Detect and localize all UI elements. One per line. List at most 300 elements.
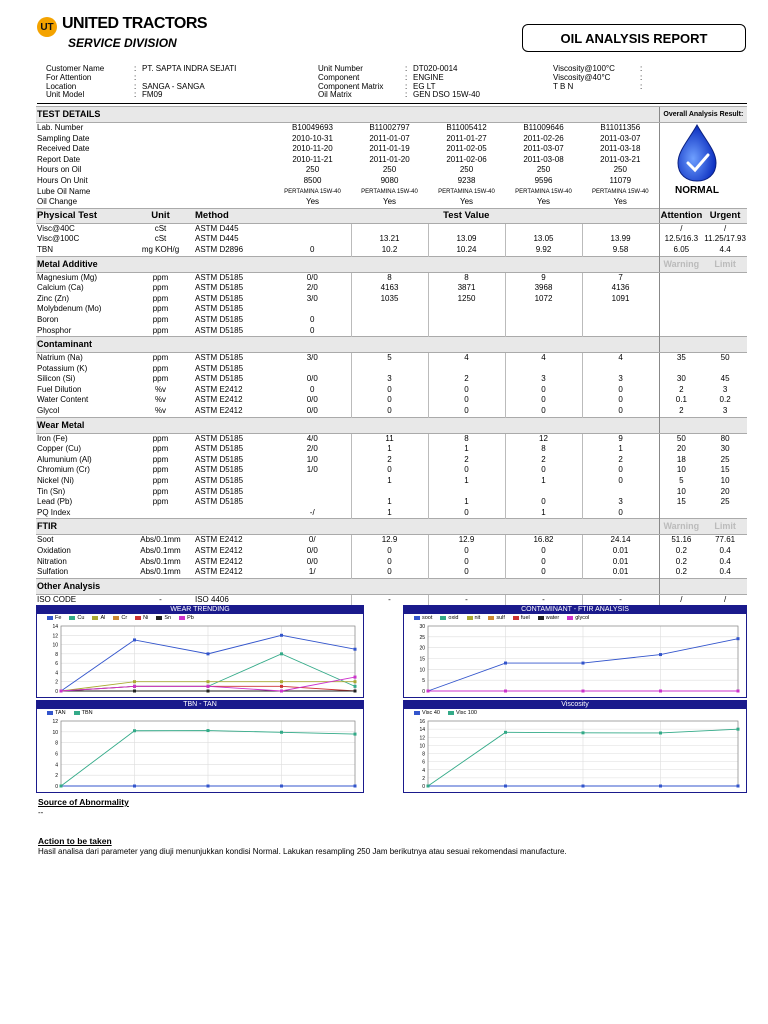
row-value: 0 — [505, 567, 582, 578]
row-value: 0 — [505, 546, 582, 557]
division-name: SERVICE DIVISION — [68, 36, 177, 50]
row-label: Sulfation — [37, 567, 69, 577]
section-header — [36, 578, 747, 594]
legend-label: Fe — [55, 615, 62, 621]
row-value: 0 — [428, 508, 505, 519]
row-value: - — [582, 594, 659, 605]
viscosity-labels — [553, 65, 615, 91]
row-value: 2 — [582, 455, 659, 466]
data-point — [737, 728, 740, 731]
row-value: 1072 — [505, 294, 582, 305]
customer-separators — [134, 65, 136, 100]
data-row — [36, 272, 747, 283]
data-point — [354, 685, 357, 688]
data-row — [36, 294, 747, 305]
row-value: 16.82 — [505, 535, 582, 546]
blank-cell — [703, 417, 747, 433]
row-unit: ppm — [152, 433, 169, 443]
row-attention: / — [659, 594, 703, 605]
test-detail-row — [36, 123, 747, 134]
row-label: Magnesium (Mg) — [37, 272, 98, 282]
row-value: 1 — [428, 444, 505, 455]
row-value: 13.05 — [505, 234, 582, 245]
row-value: 1 — [351, 444, 428, 455]
row-value: Yes — [536, 197, 551, 207]
row-value: 1 — [428, 476, 505, 487]
row-value: PERTAMINA 15W-40 — [438, 188, 495, 195]
row-urgent — [703, 315, 747, 326]
column-warning: Warning — [659, 519, 703, 535]
row-value: 0 — [582, 465, 659, 476]
data-point — [737, 785, 740, 788]
row-value: 0 — [428, 546, 505, 557]
data-row — [36, 487, 747, 498]
field-separator: : — [405, 64, 408, 73]
row-value — [428, 326, 505, 337]
test-details-header — [36, 107, 747, 123]
row-urgent — [703, 272, 747, 283]
data-row — [36, 433, 747, 444]
row-value: 0 — [351, 465, 428, 476]
row-unit: ppm — [152, 374, 169, 384]
row-label: Silicon (Si) — [37, 374, 76, 384]
legend-label: oxid — [448, 615, 459, 621]
chart-title: Viscosity — [404, 701, 746, 709]
legend-label: Cu — [77, 615, 85, 621]
row-value — [505, 315, 582, 326]
row-label: Lube Oil Name — [37, 186, 91, 196]
row-value: 2 — [351, 455, 428, 466]
row-label: Boron — [37, 314, 59, 324]
row-label: Phosphor — [37, 325, 72, 335]
row-label: Calcium (Ca) — [37, 283, 84, 293]
row-value: B10049693 — [292, 123, 333, 132]
row-label: Potassium (K) — [37, 363, 88, 373]
row-value: PERTAMINA 15W-40 — [284, 188, 341, 195]
row-value: 2011-02-05 — [446, 144, 487, 154]
row-label: Glycol — [37, 406, 60, 416]
row-value: 0 — [310, 244, 315, 254]
y-tick-label: 14 — [52, 624, 58, 630]
customer-values — [142, 65, 236, 100]
row-method: ASTM D5185 — [195, 486, 244, 496]
row-value: 0 — [505, 406, 582, 417]
row-value: 0/0 — [306, 395, 318, 405]
data-row — [36, 326, 747, 337]
row-value: 2 — [428, 374, 505, 385]
row-value: 9596 — [534, 175, 553, 185]
row-value: 3 — [582, 497, 659, 508]
data-point — [280, 652, 283, 655]
row-value: 0 — [505, 395, 582, 406]
data-point — [427, 785, 430, 788]
data-point — [60, 785, 63, 788]
row-label: Water Content — [37, 395, 89, 405]
row-value — [428, 304, 505, 315]
row-value: 2/0 — [306, 444, 318, 454]
y-tick-label: 30 — [419, 624, 425, 630]
row-method: ASTM D5185 — [195, 433, 244, 443]
row-value: 2011-01-27 — [446, 133, 487, 143]
row-unit: Abs/0.1mm — [140, 535, 181, 545]
unit-field-value: ENGINE — [413, 72, 444, 82]
row-label: Lab. Number — [37, 123, 84, 132]
row-value: 250 — [536, 165, 551, 175]
row-value: 3/0 — [306, 353, 318, 363]
data-point — [354, 733, 357, 736]
row-value: 0 — [582, 395, 659, 406]
blank-cell — [659, 578, 703, 594]
y-tick-label: 16 — [419, 719, 425, 725]
data-point — [659, 731, 662, 734]
tbn-tan-chart — [36, 700, 364, 793]
row-value: 250 — [382, 165, 397, 175]
data-row — [36, 508, 747, 519]
wear-trending-chart — [36, 605, 364, 698]
row-value: 3871 — [428, 283, 505, 294]
action-title: Action to be taken — [38, 836, 112, 846]
y-tick-label: 0 — [422, 784, 425, 790]
blank-cell — [703, 578, 747, 594]
row-label: Lead (Pb) — [37, 497, 73, 507]
data-point — [354, 676, 357, 679]
row-value: 4/0 — [306, 433, 318, 443]
row-method: ASTM E2412 — [195, 406, 243, 416]
row-value: 1250 — [428, 294, 505, 305]
row-value: 0 — [428, 406, 505, 417]
row-label: Tin (Sn) — [37, 486, 66, 496]
row-attention: 20 — [659, 444, 703, 455]
legend-label: TBN — [81, 710, 93, 716]
row-value — [582, 487, 659, 498]
row-value: - — [428, 594, 505, 605]
row-value: 2010-11-21 — [292, 154, 333, 164]
row-label: Sampling Date — [37, 133, 90, 143]
row-value — [274, 476, 351, 487]
row-value: 3/0 — [306, 293, 318, 303]
data-row — [36, 567, 747, 578]
row-value: 0 — [582, 406, 659, 417]
row-unit: mg KOH/g — [141, 244, 180, 254]
row-urgent: 20 — [720, 486, 730, 496]
data-point — [280, 690, 283, 693]
row-value: 1/ — [308, 567, 316, 577]
row-value: 1 — [505, 508, 582, 519]
row-value: 8500 — [303, 175, 322, 185]
row-value — [582, 364, 659, 375]
row-value: 0 — [310, 314, 315, 324]
data-point — [504, 785, 507, 788]
y-tick-label: 12 — [52, 633, 58, 640]
row-value: 12 — [505, 433, 582, 444]
row-urgent: 0.4 — [719, 546, 731, 555]
legend-label: nit — [474, 615, 481, 621]
row-value — [351, 223, 428, 234]
row-value: 2011-01-19 — [369, 144, 410, 154]
row-value: 2/0 — [306, 283, 318, 293]
row-label: Oil Change — [37, 197, 78, 207]
section-title: FTIR — [36, 519, 659, 535]
data-point — [659, 785, 662, 788]
column-unit: Unit — [127, 208, 194, 223]
row-method: ASTM D5185 — [195, 272, 244, 282]
section-title: Metal Additive — [36, 256, 659, 272]
field-separator: : — [405, 81, 408, 91]
viscosity-field-label: Viscosity@100°C — [553, 64, 615, 73]
row-label: Iron (Fe) — [37, 433, 68, 443]
row-value — [274, 234, 351, 245]
chart-title: CONTAMINANT - FTIR ANALYSIS — [404, 606, 746, 614]
row-urgent: 11.25/17.93 — [704, 234, 746, 244]
row-value: 8 — [505, 444, 582, 455]
row-value — [351, 487, 428, 498]
row-value: 10.2 — [351, 245, 428, 256]
row-value: 2011-02-06 — [446, 154, 487, 164]
data-point — [737, 690, 740, 693]
row-method: ASTM D5185 — [195, 465, 244, 475]
unit-field-label: Oil Matrix — [318, 90, 352, 100]
field-separator: : — [405, 90, 408, 100]
data-point — [133, 638, 136, 641]
data-point — [354, 785, 357, 788]
row-label: Natrium (Na) — [37, 353, 83, 363]
row-value: 0.01 — [582, 546, 659, 557]
section-header — [36, 256, 747, 272]
data-row — [36, 245, 747, 256]
row-value — [582, 326, 659, 337]
row-value: 8 — [428, 433, 505, 444]
row-value: 0 — [582, 476, 659, 487]
row-value: 0 — [582, 508, 659, 519]
data-point — [582, 690, 585, 693]
data-row — [36, 406, 747, 417]
data-point — [354, 648, 357, 651]
row-value — [428, 223, 505, 234]
viscosity-field-label: T B N — [553, 81, 574, 91]
row-urgent — [703, 294, 747, 305]
row-value: 250 — [459, 165, 474, 175]
oil-drop-icon — [648, 119, 746, 183]
row-value: 2011-02-26 — [523, 133, 564, 143]
row-method: ASTM D5185 — [195, 304, 244, 314]
row-value: Yes — [382, 197, 397, 207]
row-label: Received Date — [37, 144, 90, 154]
row-value: 0 — [505, 497, 582, 508]
chart-plot — [404, 606, 746, 697]
row-value: Yes — [305, 197, 320, 207]
customer-field-value: SANGA - SANGA — [142, 81, 205, 91]
row-value: 2011-01-20 — [369, 154, 410, 164]
data-row — [36, 304, 747, 315]
test-detail-row — [36, 144, 747, 155]
row-value: 0/ — [308, 535, 316, 545]
customer-field-value: FM09 — [142, 90, 163, 100]
row-unit: cSt — [154, 234, 167, 244]
row-value: 2010-10-31 — [292, 133, 333, 143]
row-attention: 0.2 — [659, 567, 703, 578]
data-point — [207, 785, 210, 788]
row-value: 0 — [351, 567, 428, 578]
data-row — [36, 557, 747, 568]
legend-label: soot — [422, 615, 433, 621]
legend-label: water — [545, 615, 560, 621]
row-value — [505, 487, 582, 498]
row-urgent: 80 — [720, 433, 730, 443]
row-method: ASTM E2412 — [195, 535, 243, 545]
report-title: OIL ANALYSIS REPORT — [522, 24, 746, 52]
row-unit: ppm — [152, 314, 169, 324]
row-value: 1 — [428, 497, 505, 508]
y-tick-label: 10 — [419, 743, 425, 750]
row-unit: ppm — [152, 293, 169, 303]
row-value: 9 — [582, 433, 659, 444]
row-value: 2 — [505, 455, 582, 466]
data-point — [427, 690, 430, 693]
row-value: 0 — [310, 325, 315, 335]
column-test-value: Test Value — [274, 208, 659, 223]
data-point — [280, 731, 283, 734]
data-point — [504, 731, 507, 734]
row-attention: 12.5/16.3 — [659, 234, 703, 245]
row-value: - — [351, 594, 428, 605]
customer-field-label: For Attention — [46, 72, 92, 82]
row-label: Fuel Dilution — [37, 384, 82, 394]
row-value: 5 — [351, 353, 428, 364]
section-title: Contaminant — [36, 337, 659, 353]
row-attention — [659, 304, 703, 315]
row-value: B11009646 — [523, 123, 564, 132]
y-tick-label: 2 — [55, 773, 58, 780]
row-method: ASTM E2412 — [195, 384, 243, 394]
row-method: ASTM D5185 — [195, 476, 244, 486]
row-value: 0.01 — [582, 557, 659, 568]
row-attention: 15 — [659, 497, 703, 508]
data-point — [133, 729, 136, 732]
y-tick-label: 10 — [52, 642, 58, 649]
unit-values — [413, 65, 480, 100]
contaminant-ftir-chart — [403, 605, 747, 698]
y-tick-label: 15 — [419, 656, 425, 663]
row-urgent: 77.61 — [715, 535, 736, 545]
row-attention: 50 — [659, 433, 703, 444]
row-value: 3 — [351, 374, 428, 385]
row-value: 24.14 — [582, 535, 659, 546]
data-point — [207, 652, 210, 655]
row-value: 0/0 — [306, 546, 318, 555]
unit-field-value: GEN DSO 15W-40 — [413, 90, 480, 100]
data-point — [280, 634, 283, 637]
unit-labels — [318, 65, 383, 100]
row-label: Oxidation — [37, 546, 71, 555]
y-tick-label: 0 — [55, 689, 58, 695]
y-tick-label: 6 — [422, 759, 425, 766]
field-separator: : — [134, 81, 137, 91]
y-tick-label: 4 — [55, 670, 58, 677]
row-unit: Abs/0.1mm — [140, 546, 181, 555]
data-point — [207, 729, 210, 732]
chart-plot — [37, 606, 363, 697]
y-tick-label: 6 — [55, 751, 58, 758]
row-label: PQ Index — [37, 507, 71, 517]
row-value: 0/0 — [306, 374, 318, 384]
source-of-abnormality-text: -- — [38, 808, 44, 817]
row-value — [582, 223, 659, 234]
test-detail-row — [36, 155, 747, 166]
row-value: 1/0 — [306, 454, 318, 464]
unit-field-label: Unit Number — [318, 64, 363, 73]
row-value: 0 — [582, 385, 659, 396]
row-attention: 0.1 — [659, 395, 703, 406]
row-urgent: 10 — [720, 476, 730, 486]
row-attention — [659, 294, 703, 305]
row-value: 0 — [428, 567, 505, 578]
row-value — [505, 223, 582, 234]
data-row — [36, 444, 747, 455]
row-urgent: 3 — [722, 406, 728, 416]
data-row — [36, 364, 747, 375]
row-value: 0 — [505, 385, 582, 396]
row-value: 11079 — [609, 175, 632, 185]
row-value: 1/0 — [306, 465, 318, 475]
y-tick-label: 8 — [55, 651, 58, 658]
row-value: B11002797 — [369, 123, 410, 132]
legend-label: sulf — [496, 615, 505, 621]
y-tick-label: 10 — [419, 667, 425, 674]
row-attention: 2 — [659, 406, 703, 417]
data-point — [207, 685, 210, 688]
row-attention: 0.2 — [659, 557, 703, 568]
column-warning: Warning — [659, 256, 703, 272]
column-limit: Limit — [703, 256, 747, 272]
row-unit: ppm — [152, 454, 169, 464]
row-value — [428, 364, 505, 375]
row-label: Report Date — [37, 154, 81, 164]
legend-label: Ni — [143, 615, 149, 621]
column-urgent: Urgent — [703, 208, 747, 223]
row-urgent — [703, 326, 747, 337]
row-attention: 6.05 — [659, 245, 703, 256]
row-value: 250 — [305, 165, 320, 175]
row-method: ASTM D5185 — [195, 353, 244, 363]
row-unit: ppm — [152, 444, 169, 454]
source-of-abnormality-title: Source of Abnormality — [38, 797, 129, 807]
unit-field-label: Component — [318, 72, 360, 82]
data-row — [36, 385, 747, 396]
row-method: ASTM E2412 — [195, 395, 243, 405]
row-value: 0 — [351, 406, 428, 417]
overall-result-label: NORMAL — [675, 185, 719, 196]
field-separator: : — [640, 64, 643, 73]
field-separator: : — [640, 81, 643, 91]
row-attention: 2 — [659, 385, 703, 396]
chart-title: TBN - TAN — [37, 701, 363, 709]
row-value — [274, 304, 351, 315]
y-tick-label: 8 — [55, 740, 58, 747]
row-method: ISO 4406 — [195, 594, 229, 604]
row-value: Yes — [459, 197, 474, 207]
column-attention: Attention — [659, 208, 703, 223]
row-label: Chromium (Cr) — [37, 465, 90, 475]
data-row — [36, 455, 747, 466]
row-value: 0 — [428, 385, 505, 396]
row-value: 3968 — [505, 283, 582, 294]
y-tick-label: 5 — [422, 678, 425, 685]
y-tick-label: 4 — [422, 767, 425, 774]
row-unit: cSt — [154, 223, 167, 233]
row-value: 10.24 — [428, 245, 505, 256]
row-unit: ppm — [152, 363, 169, 373]
row-value: 2011-03-07 — [600, 133, 641, 143]
